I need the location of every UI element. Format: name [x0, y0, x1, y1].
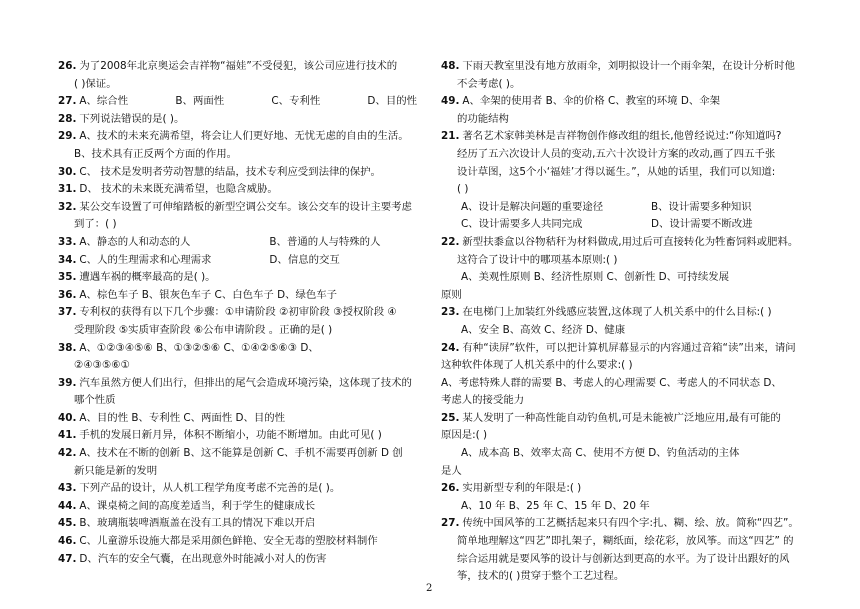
question-line	[58, 304, 422, 322]
answer-option: A、静态的人和动态的人	[79, 235, 191, 248]
page-number: 2	[426, 583, 433, 594]
question-text: A、技术在不断的创新 B、这不能算是创新 C、手机不需要再创新 D 创	[79, 447, 403, 460]
answer-option: D、信息的交互	[269, 253, 340, 266]
question-number: 44.	[58, 499, 77, 512]
answer-option: B、两面性	[175, 95, 225, 108]
question-text: 下列说法错误的是( )。	[79, 112, 185, 125]
question-line	[58, 410, 422, 428]
question-number: 34.	[58, 253, 77, 266]
question-number: 29.	[58, 130, 77, 143]
question-text: A、棕色车子 B、银灰色车子 C、白色车子 D、绿色车子	[79, 288, 338, 301]
question-number: 43.	[58, 482, 77, 495]
question-line	[441, 498, 811, 516]
question-line	[441, 146, 811, 164]
question-line	[58, 551, 422, 569]
question-line	[441, 216, 811, 234]
question-line	[441, 252, 811, 270]
question-number: 33.	[58, 235, 77, 248]
question-text: A、安全 B、高效 C、经济 D、健康	[461, 323, 626, 336]
question-line	[58, 146, 422, 164]
question-number: 31.	[58, 183, 77, 196]
left-column	[58, 58, 422, 568]
question-line	[441, 533, 811, 551]
question-text: 手机的发展日新月异，体积不断缩小，功能不断增加。由此可见( )	[79, 429, 382, 442]
question-line	[58, 76, 422, 94]
question-text: 遭遇车祸的概率最高的是( )。	[79, 271, 216, 284]
question-line	[58, 392, 422, 410]
question-text: 为了2008年北京奥运会吉祥物“福娃”不受侵犯，该公司应进行技术的	[79, 60, 398, 72]
question-line	[441, 181, 811, 199]
question-line	[441, 340, 811, 358]
question-line	[58, 164, 422, 182]
question-number: 25.	[441, 411, 460, 424]
question-number: 45.	[58, 517, 77, 530]
question-line	[58, 357, 422, 375]
question-number: 40.	[58, 411, 77, 424]
question-number: 49.	[441, 95, 460, 108]
question-text: 汽车虽然方便人们出行，但排出的尾气会造成环境污染，这体现了技术的	[79, 376, 412, 389]
question-line	[441, 480, 811, 498]
question-number: 47.	[58, 552, 77, 565]
question-line	[441, 269, 811, 287]
question-line	[58, 234, 422, 252]
question-number: 26.	[441, 482, 460, 495]
question-line	[58, 533, 422, 551]
answer-option: C、专利性	[271, 95, 321, 108]
question-line	[441, 164, 811, 182]
question-text: 这符合了设计中的哪项基本原则:( )	[457, 253, 618, 266]
question-text: D、 技术的未来既充满希望，也隐含威胁。	[79, 183, 278, 196]
question-text: 是人	[441, 464, 462, 477]
answer-option: A、设计是解决问题的重要途径	[461, 200, 604, 213]
question-line	[441, 410, 811, 428]
question-number: 26.	[58, 60, 77, 72]
question-text: B、玻璃瓶装啤酒瓶盖在没有工具的情况下难以开启	[79, 517, 316, 530]
question-line	[441, 322, 811, 340]
right-column	[441, 58, 811, 586]
question-line	[58, 128, 422, 146]
question-number: 38.	[58, 341, 77, 354]
question-text: 专利权的获得有以下几个步骤：①申请阶段 ②初审阶段 ③授权阶段 ④	[79, 306, 397, 319]
question-line	[58, 480, 422, 498]
question-line	[58, 375, 422, 393]
question-text: 下雨天教室里没有地方放雨伞，刘明拟设计一个雨伞架，在设计分析时他	[462, 60, 795, 72]
answer-option: B、普通的人与特殊的人	[269, 235, 381, 248]
question-number: 27.	[441, 517, 460, 530]
question-text: 新型扶黍盒以谷物秸秆为材料做成,用过后可直接转化为牲畜饲料或肥料。	[462, 235, 799, 248]
question-number: 39.	[58, 376, 77, 389]
question-text: 不会考虑( )。	[457, 77, 521, 90]
question-text: D、汽车的安全气囊，在出现意外时能减小对人的伤害	[79, 552, 327, 565]
question-text: 某公交车设置了可伸缩踏板的新型空调公交车。该公交车的设计主要考虑	[79, 200, 412, 213]
question-text: 考虑人的接受能力	[441, 394, 525, 407]
question-text: A、考虑特殊人群的需要 B、考虑人的心理需要 C、考虑人的不同状态 D、	[441, 376, 782, 389]
question-number: 41.	[58, 429, 77, 442]
answer-option: D、目的性	[367, 95, 417, 108]
question-number: 32.	[58, 200, 77, 213]
question-line	[441, 392, 811, 410]
question-line	[58, 199, 422, 217]
question-line	[58, 515, 422, 533]
question-text: 经历了五六次设计人员的变动,五六十次设计方案的改动,画了四五千张	[457, 147, 776, 160]
question-text: A、目的性 B、专利性 C、两面性 D、目的性	[79, 411, 286, 424]
question-line	[58, 252, 422, 270]
question-line	[441, 515, 811, 533]
question-text: A、①②③④⑤⑥ B、①③②⑤⑥ C、①④②⑤⑥③ D、	[79, 341, 319, 354]
question-line	[441, 199, 811, 217]
question-line	[441, 287, 811, 305]
question-line	[441, 234, 811, 252]
question-line	[58, 445, 422, 463]
question-text: 筝，技术的( )贯穿于整个工艺过程。	[457, 570, 625, 583]
question-line	[441, 427, 811, 445]
question-line	[58, 111, 422, 129]
question-text: 下列产品的设计，从人机工程学角度考虑不完善的是( )。	[79, 482, 341, 495]
question-text: 哪个性质	[74, 394, 116, 407]
question-text: 传统中国风筝的工艺概括起来只有四个字:扎、糊、绘、放。简称“四艺”。	[462, 517, 799, 530]
question-line	[58, 181, 422, 199]
question-line	[58, 463, 422, 481]
question-number: 22.	[441, 235, 460, 248]
question-text: A、美观性原则 B、经济性原则 C、创新性 D、可持续发展	[461, 271, 729, 284]
question-text: 综合运用就是要风筝的设计与创新达到更高的水平。为了设计出跟好的风	[457, 552, 790, 565]
question-line	[58, 322, 422, 340]
question-line	[58, 58, 422, 76]
question-line	[58, 340, 422, 358]
question-text: 原则	[441, 288, 462, 301]
question-text: A、10 年 B、25 年 C、15 年 D、20 年	[461, 499, 650, 512]
question-line	[441, 357, 811, 375]
question-text: 著名艺术家韩美林是吉祥物创作修改组的组长,他曾经说过:“你知道吗?	[462, 130, 782, 143]
question-text: A、课桌椅之间的高度差适当，利于学生的健康成长	[79, 499, 316, 512]
question-text: ②④③⑤⑥①	[74, 359, 130, 372]
question-text: 设计草图，这5个小‘福娃’才得以诞生。”，从她的话里，我们可以知道:	[457, 165, 776, 178]
answer-option: D、设计需要不断改进	[651, 218, 753, 231]
question-line	[441, 445, 811, 463]
question-line	[58, 269, 422, 287]
question-number: 37.	[58, 306, 77, 319]
question-line	[441, 463, 811, 481]
question-number: 46.	[58, 535, 77, 548]
question-line	[58, 93, 422, 111]
question-line	[441, 568, 811, 586]
question-number: 28.	[58, 112, 77, 125]
question-text: 到了：( )	[74, 218, 117, 231]
question-text: A、成本高 B、效率太高 C、使用不方便 D、钓鱼活动的主体	[461, 447, 740, 460]
question-line	[58, 287, 422, 305]
question-text: 简单地理解这“四艺”即扎架子，糊纸面，绘花彩，放风筝。而这“四艺” 的	[457, 535, 794, 548]
question-text: ( )保证。	[74, 77, 117, 90]
answer-option: A、综合性	[79, 95, 129, 108]
question-number: 23.	[441, 306, 460, 319]
question-text: 新只能是新的发明	[74, 464, 158, 477]
question-text: 有种“读屏”软件，可以把计算机屏幕显示的内容通过音箱“读”出来，请问	[462, 341, 796, 354]
question-number: 48.	[441, 60, 460, 72]
question-number: 27.	[58, 95, 77, 108]
answer-option: C、人的生理需求和心理需求	[79, 253, 212, 266]
question-text: 实用新型专利的年限是:( )	[462, 482, 582, 495]
question-text: ( )	[457, 183, 469, 196]
question-line	[441, 128, 811, 146]
question-number: 35.	[58, 271, 77, 284]
question-number: 42.	[58, 447, 77, 460]
question-text: 的功能结构	[457, 112, 509, 125]
question-line	[441, 375, 811, 393]
question-line	[441, 58, 811, 76]
question-line	[58, 427, 422, 445]
question-text: B、技术具有正反两个方面的作用。	[74, 147, 237, 160]
question-line	[441, 93, 811, 111]
question-number: 24.	[441, 341, 460, 354]
answer-option: B、设计需要多种知识	[651, 200, 752, 213]
question-text: 这种软件体现了人机关系中的什么要求:( )	[441, 359, 633, 372]
question-text: C、儿童游乐设施大都是采用颜色鲜艳、安全无毒的塑胶材料制作	[79, 535, 378, 548]
question-line	[441, 111, 811, 129]
question-text: 原因是:( )	[441, 429, 488, 442]
question-text: A、伞架的使用者 B、伞的价格 C、教室的环境 D、伞架	[462, 95, 721, 108]
question-line	[441, 304, 811, 322]
question-text: 受理阶段 ⑤实质审查阶段 ⑥公布申请阶段 。正确的是( )	[74, 323, 333, 336]
question-number: 30.	[58, 165, 77, 178]
question-line	[58, 216, 422, 234]
answer-option: C、设计需要多人共同完成	[461, 218, 583, 231]
question-number: 21.	[441, 130, 460, 143]
question-line	[58, 498, 422, 516]
question-text: C、 技术是发明者劳动智慧的结晶，技术专利应受到法律的保护。	[79, 165, 381, 178]
question-text: 在电梯门上加装红外线感应装置,这体现了人机关系中的什么目标:( )	[462, 306, 772, 319]
question-text: A、技术的未来充满希望，将会让人们更好地、无忧无虑的自由的生活。	[79, 130, 409, 143]
question-line	[441, 551, 811, 569]
question-text: 某人发明了一种高性能自动钓鱼机,可是未能被广泛地应用,最有可能的	[462, 411, 781, 424]
question-line	[441, 76, 811, 94]
question-number: 36.	[58, 288, 77, 301]
